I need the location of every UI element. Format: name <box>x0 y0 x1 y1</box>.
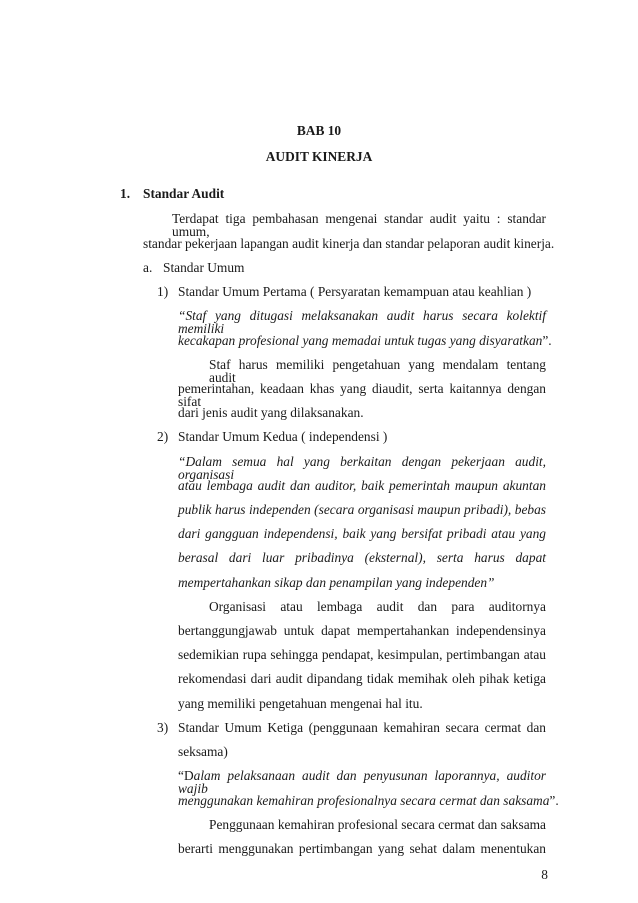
item1-para-line-1: Staf harus memiliki pengetahuan yang mendalam tentang audit <box>209 357 546 386</box>
item2-quote-line-4: dari gangguan independensi, baik yang bersifat pribadi atau yang <box>178 526 546 541</box>
item2-quote-line-1: “Dalam semua hal yang berkaitan dengan pekerjaan audit, organisasi <box>178 454 546 483</box>
item2-quote-line-6: mempertahankan sikap dan penampilan yang independen” <box>178 575 495 590</box>
item1-quote-line-1: “Staf yang ditugasi melaksanakan audit harus secara kolektif memiliki <box>178 308 546 337</box>
item2-para-line-3: sedemikian rupa sehingga pendapat, kesimpulan, pertimbangan atau <box>178 647 546 662</box>
item3-quote-line-1 <box>178 769 546 796</box>
item3-quote-line-2-text: menggunakan kemahiran profesionalnya secara cermat dan saksama <box>178 793 550 808</box>
subsection-title: Standar Umum <box>163 260 245 275</box>
item3-para-line-1: Penggunaan kemahiran profesional secara cermat dan saksama <box>209 817 546 832</box>
item3-quote-open: “D <box>178 768 194 783</box>
item2-quote-line-3: publik harus independen (secara organisasi maupun pribadi), bebas <box>178 502 546 517</box>
item3-quote-line-2 <box>178 794 559 807</box>
item3-quote-line-1-text: alam pelaksanaan audit dan penyusunan laporannya, auditor wajib <box>178 768 546 797</box>
item1-number: 1) <box>157 284 169 299</box>
item3-title-line-2: seksama) <box>178 744 228 759</box>
item2-quote-line-2: atau lembaga audit dan auditor, baik pemerintah maupun akuntan <box>178 478 546 493</box>
intro-line-1: Terdapat tiga pembahasan mengenai standar audit yaitu : standar umum, <box>172 211 546 240</box>
item2-quote-line-5: berasal dari luar pribadinya (eksternal), serta harus dapat <box>178 550 546 565</box>
subsection-marker: a. <box>143 260 153 275</box>
item2-para-line-1: Organisasi atau lembaga audit dan para auditornya <box>209 599 546 614</box>
item3-quote-close: ”. <box>549 793 559 808</box>
item3-number: 3) <box>157 720 169 735</box>
item1-quote-close: ”. <box>542 333 552 348</box>
item2-title: Standar Umum Kedua ( independensi ) <box>178 429 388 444</box>
intro-line-2: standar pekerjaan lapangan audit kinerja dan standar pelaporan audit kinerja. <box>143 236 555 251</box>
item2-para-line-5: yang memiliki pengetahuan mengenai hal itu. <box>178 696 423 711</box>
item3-para-line-2: berarti menggunakan pertimbangan yang sehat dalam menentukan <box>178 841 546 856</box>
item1-quote-line-2 <box>178 334 552 347</box>
item1-quote-line-2-text: kecakapan profesional yang memadai untuk tugas yang disyaratkan <box>178 333 543 348</box>
item1-para-line-3: dari jenis audit yang dilaksanakan. <box>178 405 364 420</box>
page-number: 8 <box>541 867 548 882</box>
chapter-title: AUDIT KINERJA <box>265 149 373 164</box>
item3-title-line-1: Standar Umum Ketiga (penggunaan kemahiran secara cermat dan <box>178 720 546 735</box>
chapter-number: BAB 10 <box>296 123 342 138</box>
item1-title: Standar Umum Pertama ( Persyaratan kemampuan atau keahlian ) <box>178 284 532 299</box>
item2-para-line-4: rekomendasi dari audit dipandang tidak memihak oleh pihak ketiga <box>178 671 546 686</box>
section-title: Standar Audit <box>143 186 225 201</box>
item2-para-line-2: bertanggungjawab untuk dapat mempertahankan independensinya <box>178 623 546 638</box>
item2-number: 2) <box>157 429 169 444</box>
item1-para-line-2: pemerintahan, keadaan khas yang diaudit, serta kaitannya dengan sifat <box>178 381 546 410</box>
section-number: 1. <box>120 186 131 201</box>
